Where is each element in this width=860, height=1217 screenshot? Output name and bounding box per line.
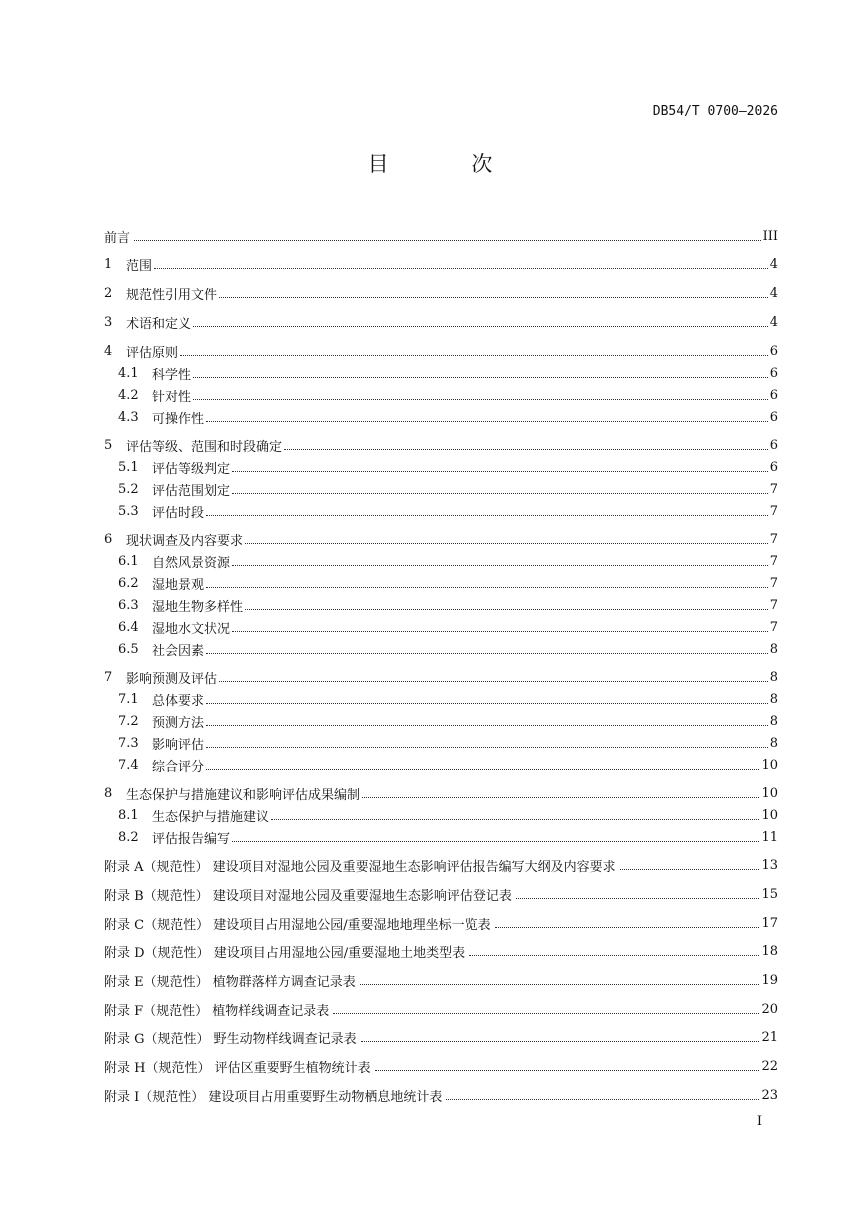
- toc-dot-leader: [206, 768, 759, 770]
- toc-entry-label: 综合评分: [152, 759, 205, 775]
- toc-entry[interactable]: [104, 435, 778, 455]
- toc-entry[interactable]: [104, 941, 778, 961]
- toc-entry-page: 15: [761, 886, 778, 902]
- toc-entry-label: 湿地景观: [152, 577, 205, 593]
- toc-entry[interactable]: [104, 1056, 778, 1076]
- toc-entry-label: 湿地生物多样性: [152, 599, 244, 615]
- toc-entry[interactable]: [118, 755, 778, 775]
- toc-entry-label: 预测方法: [152, 715, 205, 731]
- toc-entry[interactable]: [118, 479, 778, 499]
- toc-dot-leader: [232, 564, 768, 566]
- toc-entry-label: 自然风景资源: [152, 555, 231, 571]
- toc-entry-number: 4.3: [118, 409, 139, 425]
- toc-entry[interactable]: [104, 312, 778, 332]
- toc-entry[interactable]: [118, 457, 778, 477]
- toc-entry[interactable]: [118, 689, 778, 709]
- toc-dot-leader: [620, 868, 760, 870]
- toc-entry[interactable]: [104, 283, 778, 303]
- toc-entry[interactable]: [104, 855, 778, 875]
- toc-entry-page: 7: [769, 619, 778, 635]
- toc-entry-page: 10: [761, 785, 778, 801]
- document-code: DB54/T 0700—2026: [652, 104, 778, 119]
- toc-entry-page: 23: [761, 1087, 778, 1103]
- toc-entry-number: 7.3: [118, 735, 139, 751]
- toc-entry-number: 1: [104, 256, 113, 272]
- toc-dot-leader: [232, 470, 768, 472]
- toc-entry-number: 4.2: [118, 387, 139, 403]
- toc-dot-leader: [219, 296, 768, 298]
- toc-entry-number: 8: [104, 785, 113, 801]
- toc-entry[interactable]: [104, 970, 778, 990]
- toc-entry-number: 5: [104, 437, 113, 453]
- toc-entry-page: 6: [769, 409, 778, 425]
- toc-entry-page: 7: [769, 531, 778, 547]
- toc-entry[interactable]: [104, 226, 778, 246]
- toc-entry-page: 8: [769, 713, 778, 729]
- toc-entry-number: 5.3: [118, 503, 139, 519]
- toc-entry-label: 附录 D（规范性） 建设项目占用湿地公园/重要湿地土地类型表: [104, 945, 466, 961]
- toc-entry[interactable]: [104, 1027, 778, 1047]
- toc-entry-number: 7.2: [118, 713, 139, 729]
- toc-dot-leader: [232, 630, 768, 632]
- toc-entry[interactable]: [104, 884, 778, 904]
- toc-dot-leader: [206, 652, 768, 654]
- toc-dot-leader: [232, 492, 768, 494]
- toc-entry-number: 6.5: [118, 641, 139, 657]
- toc-dot-leader: [375, 1069, 760, 1071]
- toc-entry-page: 11: [761, 829, 778, 845]
- toc-entry-label: 附录 C（规范性） 建设项目占用湿地公园/重要湿地地理坐标一览表: [104, 917, 491, 933]
- toc-entry-label: 规范性引用文件: [126, 287, 218, 303]
- toc-entry-number: 5.2: [118, 481, 139, 497]
- toc-entry[interactable]: [104, 254, 778, 274]
- toc-entry-number: 4: [104, 343, 113, 359]
- toc-entry[interactable]: [104, 667, 778, 687]
- toc-entry-page: 6: [769, 437, 778, 453]
- toc-entry-label: 现状调查及内容要求: [126, 533, 244, 549]
- toc-entry[interactable]: [118, 385, 778, 405]
- toc-entry-page: 20: [761, 1001, 778, 1017]
- toc-entry-label: 附录 G（规范性） 野生动物样线调查记录表: [104, 1031, 357, 1047]
- toc-entry[interactable]: [118, 827, 778, 847]
- toc-entry-label: 总体要求: [152, 693, 205, 709]
- toc-dot-leader: [206, 746, 768, 748]
- toc-dot-leader: [193, 325, 768, 327]
- toc-entry[interactable]: [118, 573, 778, 593]
- toc-entry-number: 8.2: [118, 829, 139, 845]
- toc-dot-leader: [333, 1012, 759, 1014]
- toc-entry-page: 6: [769, 365, 778, 381]
- toc-entry-number: 6.2: [118, 575, 139, 591]
- toc-entry-number: 6.1: [118, 553, 139, 569]
- toc-entry[interactable]: [104, 529, 778, 549]
- toc-entry[interactable]: [104, 341, 778, 361]
- toc-entry-page: 21: [761, 1029, 778, 1045]
- toc-entry[interactable]: [118, 363, 778, 383]
- toc-entry-label: 术语和定义: [126, 316, 192, 332]
- toc-dot-leader: [180, 354, 768, 356]
- toc-entry-label: 附录 E（规范性） 植物群落样方调查记录表: [104, 974, 356, 990]
- toc-entry-number: 7.1: [118, 691, 139, 707]
- toc-entry-page: 17: [761, 915, 778, 931]
- toc-entry-page: 7: [769, 597, 778, 613]
- toc-entry[interactable]: [104, 913, 778, 933]
- toc-dot-leader: [193, 376, 768, 378]
- page-title: 目 次: [367, 152, 531, 176]
- toc-dot-leader: [154, 267, 768, 269]
- toc-entry-page: 10: [761, 757, 778, 773]
- toc-dot-leader: [206, 702, 768, 704]
- toc-dot-leader: [134, 239, 761, 241]
- toc-entry-page: 7: [769, 503, 778, 519]
- toc-entry-label: 附录 H（规范性） 评估区重要野生植物统计表: [104, 1060, 371, 1076]
- toc-dot-leader: [245, 608, 768, 610]
- toc-entry-label: 评估等级、范围和时段确定: [126, 439, 283, 455]
- toc-entry-label: 附录 I（规范性） 建设项目占用重要野生动物栖息地统计表: [104, 1089, 443, 1105]
- toc-entry-label: 湿地水文状况: [152, 621, 231, 637]
- toc-entry-page: 7: [769, 553, 778, 569]
- toc-dot-leader: [245, 542, 768, 544]
- toc-entry[interactable]: [104, 1085, 778, 1105]
- toc-entry-page: 6: [769, 459, 778, 475]
- toc-dot-leader: [284, 448, 768, 450]
- toc-entry-page: 8: [769, 641, 778, 657]
- toc-entry[interactable]: [118, 639, 778, 659]
- toc-dot-leader: [361, 1040, 760, 1042]
- toc-entry[interactable]: [118, 501, 778, 521]
- toc-dot-leader: [232, 840, 759, 842]
- toc-entry-label: 针对性: [152, 389, 192, 405]
- toc-entry-page: 6: [769, 343, 778, 359]
- toc-dot-leader: [362, 796, 759, 798]
- toc-entry-label: 影响评估: [152, 737, 205, 753]
- toc-entry-label: 附录 B（规范性） 建设项目对湿地公园及重要湿地生态影响评估登记表: [104, 888, 512, 904]
- toc-entry-label: 附录 A（规范性） 建设项目对湿地公园及重要湿地生态影响评估报告编写大纲及内容要求: [104, 859, 616, 875]
- toc-entry-number: 7: [104, 669, 113, 685]
- toc-dot-leader: [469, 954, 759, 956]
- toc-entry-number: 7.4: [118, 757, 139, 773]
- toc-entry-label: 评估时段: [152, 505, 205, 521]
- toc-entry-label: 评估报告编写: [152, 831, 231, 847]
- toc-entry-label: 可操作性: [152, 411, 205, 427]
- toc-entry-page: 8: [769, 735, 778, 751]
- toc-entry-page: 18: [761, 943, 778, 959]
- toc-entry[interactable]: [118, 551, 778, 571]
- toc-entry-page: 6: [769, 387, 778, 403]
- toc-entry[interactable]: [104, 999, 778, 1019]
- toc-entry-number: 6: [104, 531, 113, 547]
- toc-entry-number: 6.4: [118, 619, 139, 635]
- toc-entry-label: 评估范围划定: [152, 483, 231, 499]
- toc-entry-number: 2: [104, 285, 113, 301]
- toc-dot-leader: [495, 926, 760, 928]
- toc-entry[interactable]: [118, 733, 778, 753]
- toc-dot-leader: [206, 586, 768, 588]
- toc-entry[interactable]: [118, 407, 778, 427]
- toc-entry-page: III: [762, 228, 778, 244]
- toc-entry-page: 4: [769, 256, 778, 272]
- toc-entry-page: 13: [761, 857, 778, 873]
- toc-entry[interactable]: [104, 783, 778, 803]
- toc-entry-label: 影响预测及评估: [126, 671, 218, 687]
- toc-dot-leader: [193, 398, 768, 400]
- toc-entry-number: 4.1: [118, 365, 139, 381]
- toc-entry-label: 科学性: [152, 367, 192, 383]
- toc-entry-page: 8: [769, 669, 778, 685]
- toc-entry-label: 范围: [126, 258, 153, 274]
- toc-entry[interactable]: [118, 805, 778, 825]
- toc-entry-label: 生态保护与措施建议: [152, 809, 270, 825]
- toc-entry-number: 8.1: [118, 807, 139, 823]
- toc-entry-label: 前言: [104, 230, 131, 246]
- toc-dot-leader: [219, 680, 768, 682]
- toc-entry-page: 4: [769, 285, 778, 301]
- toc-dot-leader: [271, 818, 759, 820]
- toc-entry-label: 社会因素: [152, 643, 205, 659]
- toc-entry-page: 7: [769, 575, 778, 591]
- toc-dot-leader: [516, 897, 760, 899]
- toc-entry-label: 评估等级判定: [152, 461, 231, 477]
- toc-dot-leader: [206, 514, 768, 516]
- toc-entry-number: 5.1: [118, 459, 139, 475]
- toc-entry-number: 6.3: [118, 597, 139, 613]
- toc-dot-leader: [206, 724, 768, 726]
- toc-entry-page: 4: [769, 314, 778, 330]
- toc-entry-page: 8: [769, 691, 778, 707]
- toc-entry[interactable]: [118, 595, 778, 615]
- page-number: I: [756, 1114, 762, 1129]
- toc-entry-label: 附录 F（规范性） 植物样线调查记录表: [104, 1003, 330, 1019]
- toc-dot-leader: [360, 983, 760, 985]
- toc-entry[interactable]: [118, 711, 778, 731]
- toc-entry-page: 10: [761, 807, 778, 823]
- toc-entry-label: 生态保护与措施建议和影响评估成果编制: [126, 787, 361, 803]
- toc-entry-page: 19: [761, 972, 778, 988]
- toc-entry-number: 3: [104, 314, 113, 330]
- toc-dot-leader: [206, 420, 768, 422]
- toc-entry-label: 评估原则: [126, 345, 179, 361]
- toc-dot-leader: [446, 1098, 759, 1100]
- toc-entry[interactable]: [118, 617, 778, 637]
- toc-entry-page: 22: [761, 1058, 778, 1074]
- toc-entry-page: 7: [769, 481, 778, 497]
